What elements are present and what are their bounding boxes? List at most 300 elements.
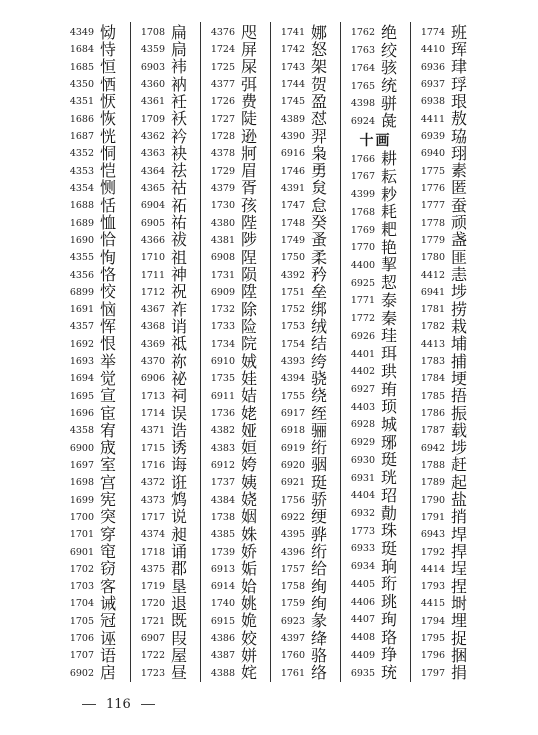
character-code: 1713 bbox=[140, 390, 165, 402]
character-entry bbox=[201, 457, 270, 474]
character-code: 1684 bbox=[69, 44, 94, 56]
character-code: 4405 bbox=[350, 578, 375, 590]
character-code: 4410 bbox=[420, 44, 445, 56]
character-glyph: 埗 bbox=[451, 282, 468, 302]
character-glyph: 珕 bbox=[451, 126, 468, 146]
character-glyph: 语 bbox=[100, 645, 117, 665]
character-entry bbox=[341, 505, 410, 523]
character-glyph: 咫 bbox=[241, 22, 258, 42]
character-glyph: 除 bbox=[241, 299, 258, 319]
character-glyph: 耙 bbox=[381, 220, 398, 240]
character-glyph: 珒 bbox=[451, 57, 468, 77]
character-code: 1765 bbox=[350, 80, 375, 92]
character-entry bbox=[131, 440, 200, 457]
character-code: 1756 bbox=[280, 494, 305, 506]
character-code: 1795 bbox=[420, 633, 445, 645]
character-code: 1788 bbox=[420, 459, 445, 471]
character-glyph: 垦 bbox=[171, 576, 188, 596]
character-code: 1728 bbox=[210, 131, 235, 143]
character-code: 1759 bbox=[280, 598, 305, 610]
character-glyph: 垾 bbox=[451, 524, 468, 544]
character-glyph: 骃 bbox=[311, 455, 328, 475]
character-entry bbox=[201, 474, 270, 491]
character-code: 1791 bbox=[420, 511, 445, 523]
character-glyph: 班 bbox=[451, 22, 468, 42]
character-entry bbox=[411, 24, 480, 41]
character-code: 1700 bbox=[69, 511, 94, 523]
character-glyph: 珲 bbox=[451, 39, 468, 59]
character-entry bbox=[271, 59, 340, 76]
character-entry bbox=[60, 232, 130, 249]
character-glyph: 宫 bbox=[100, 472, 117, 492]
character-entry bbox=[271, 370, 340, 387]
character-entry bbox=[341, 398, 410, 416]
character-entry bbox=[411, 197, 480, 214]
character-code: 1770 bbox=[350, 242, 375, 254]
character-glyph: 姚 bbox=[241, 593, 258, 613]
character-code: 1776 bbox=[420, 182, 445, 194]
character-code: 4365 bbox=[140, 182, 165, 194]
character-glyph: 骇 bbox=[381, 58, 398, 78]
character-glyph: 险 bbox=[241, 316, 258, 336]
character-glyph: 彘 bbox=[381, 111, 398, 131]
character-code: 1754 bbox=[280, 338, 305, 350]
character-glyph: 枭 bbox=[311, 143, 328, 163]
character-code: 4386 bbox=[210, 633, 235, 645]
character-glyph: 捎 bbox=[451, 507, 468, 527]
character-code: 1719 bbox=[140, 581, 165, 593]
character-glyph: 孩 bbox=[241, 195, 258, 215]
character-glyph: 绗 bbox=[311, 438, 328, 458]
character-entry bbox=[201, 595, 270, 612]
character-entry bbox=[341, 629, 410, 647]
character-glyph: 昼 bbox=[171, 663, 188, 683]
character-code: 1741 bbox=[280, 27, 305, 39]
character-entry bbox=[131, 284, 200, 301]
character-entry bbox=[131, 59, 200, 76]
character-glyph: 陨 bbox=[241, 265, 258, 285]
character-code: 6906 bbox=[140, 373, 165, 385]
character-code: 6917 bbox=[280, 408, 305, 420]
character-glyph: 宬 bbox=[100, 438, 117, 458]
character-code: 1766 bbox=[350, 153, 375, 165]
character-code: 1706 bbox=[69, 633, 94, 645]
character-entry bbox=[341, 611, 410, 629]
character-glyph: 恽 bbox=[100, 316, 117, 336]
character-code: 6930 bbox=[350, 454, 375, 466]
character-entry bbox=[60, 509, 130, 526]
character-code: 1742 bbox=[280, 44, 305, 56]
character-code: 6942 bbox=[420, 442, 445, 454]
character-entry bbox=[201, 301, 270, 318]
character-entry bbox=[60, 145, 130, 162]
character-entry bbox=[411, 353, 480, 370]
character-code: 6905 bbox=[140, 217, 165, 229]
character-glyph: 祕 bbox=[171, 368, 188, 388]
character-glyph: 绚 bbox=[311, 593, 328, 613]
character-code: 6935 bbox=[350, 667, 375, 679]
character-entry bbox=[201, 24, 270, 41]
character-glyph: 陞 bbox=[241, 282, 258, 302]
character-glyph: 统 bbox=[381, 76, 398, 96]
character-entry bbox=[131, 41, 200, 58]
character-entry bbox=[341, 274, 410, 292]
character-entry bbox=[131, 249, 200, 266]
character-code: 1771 bbox=[350, 295, 375, 307]
character-glyph: 骁 bbox=[311, 368, 328, 388]
character-entry bbox=[60, 578, 130, 595]
character-code: 4379 bbox=[210, 182, 235, 194]
character-code: 4408 bbox=[350, 632, 375, 644]
character-glyph: 姻 bbox=[241, 507, 258, 527]
character-code: 4395 bbox=[280, 529, 305, 541]
character-entry bbox=[271, 630, 340, 647]
character-entry bbox=[271, 578, 340, 595]
character-entry bbox=[341, 381, 410, 399]
character-glyph: 彖 bbox=[311, 611, 328, 631]
character-code: 1743 bbox=[280, 61, 305, 73]
character-entry bbox=[411, 388, 480, 405]
character-glyph: 穿 bbox=[100, 524, 117, 544]
character-glyph: 珠 bbox=[381, 521, 398, 541]
character-entry bbox=[271, 405, 340, 422]
character-entry bbox=[411, 214, 480, 231]
character-code: 6916 bbox=[280, 148, 305, 160]
character-code: 4394 bbox=[280, 373, 305, 385]
character-glyph: 牁 bbox=[241, 143, 258, 163]
character-glyph: 恼 bbox=[100, 299, 117, 319]
character-column bbox=[60, 22, 130, 682]
character-code: 1722 bbox=[140, 650, 165, 662]
character-code: 1763 bbox=[350, 45, 375, 57]
character-entry bbox=[60, 249, 130, 266]
character-entry bbox=[60, 630, 130, 647]
character-code: 4404 bbox=[350, 490, 375, 502]
character-entry bbox=[271, 561, 340, 578]
character-glyph: 诬 bbox=[100, 628, 117, 648]
character-glyph: 蚕 bbox=[451, 195, 468, 215]
character-entry bbox=[341, 540, 410, 558]
character-entry bbox=[411, 249, 480, 266]
character-entry bbox=[131, 128, 200, 145]
character-entry bbox=[341, 24, 410, 42]
character-glyph: 珥 bbox=[381, 344, 398, 364]
character-code: 4359 bbox=[140, 44, 165, 56]
character-glyph: 姝 bbox=[241, 524, 258, 544]
character-code: 1772 bbox=[350, 313, 375, 325]
character-entry bbox=[271, 595, 340, 612]
character-entry bbox=[271, 249, 340, 266]
character-glyph: 骅 bbox=[311, 524, 328, 544]
character-glyph: 埂 bbox=[451, 368, 468, 388]
character-entry bbox=[131, 301, 200, 318]
character-entry bbox=[131, 595, 200, 612]
character-code: 6909 bbox=[210, 286, 235, 298]
character-code: 4414 bbox=[420, 563, 445, 575]
character-glyph: 郡 bbox=[171, 559, 188, 579]
character-entry bbox=[411, 318, 480, 335]
character-glyph: 埕 bbox=[451, 559, 468, 579]
character-code: 1723 bbox=[140, 667, 165, 679]
character-glyph: 姶 bbox=[241, 576, 258, 596]
character-code: 4357 bbox=[69, 321, 94, 333]
character-code: 1744 bbox=[280, 79, 305, 91]
character-code: 4383 bbox=[210, 442, 235, 454]
character-entry bbox=[411, 128, 480, 145]
character-glyph: 埘 bbox=[451, 593, 468, 613]
character-code: 6928 bbox=[350, 419, 375, 431]
character-entry bbox=[271, 145, 340, 162]
character-entry bbox=[60, 214, 130, 231]
character-entry bbox=[271, 214, 340, 231]
character-entry bbox=[411, 163, 480, 180]
character-entry bbox=[341, 113, 410, 131]
character-entry bbox=[201, 284, 270, 301]
character-glyph: 陡 bbox=[241, 109, 258, 129]
character-glyph: 癸 bbox=[311, 213, 328, 233]
page-number: 116 bbox=[106, 697, 131, 712]
character-code: 1750 bbox=[280, 252, 305, 264]
character-entry bbox=[341, 646, 410, 664]
character-code: 4369 bbox=[140, 338, 165, 350]
character-code: 4391 bbox=[280, 182, 305, 194]
character-glyph: 扂 bbox=[100, 663, 117, 683]
character-code: 1764 bbox=[350, 62, 375, 74]
character-code: 4396 bbox=[280, 546, 305, 558]
character-code: 4412 bbox=[420, 269, 445, 281]
page-footer bbox=[72, 697, 165, 712]
character-code: 4366 bbox=[140, 234, 165, 246]
character-glyph: 绔 bbox=[311, 351, 328, 371]
character-glyph: 祛 bbox=[171, 161, 188, 181]
character-entry bbox=[201, 630, 270, 647]
character-entry bbox=[60, 457, 130, 474]
character-entry bbox=[201, 405, 270, 422]
character-glyph: 祚 bbox=[171, 299, 188, 319]
character-entry bbox=[201, 440, 270, 457]
character-entry bbox=[341, 77, 410, 95]
character-glyph: 衲 bbox=[171, 74, 188, 94]
character-entry bbox=[411, 647, 480, 664]
character-code: 1687 bbox=[69, 131, 94, 143]
character-entry bbox=[201, 59, 270, 76]
character-entry bbox=[411, 76, 480, 93]
character-code: 1762 bbox=[350, 27, 375, 39]
character-entry bbox=[201, 214, 270, 231]
character-glyph: 怠 bbox=[311, 195, 328, 215]
character-code: 4375 bbox=[140, 563, 165, 575]
character-entry bbox=[60, 388, 130, 405]
character-code: 6937 bbox=[420, 79, 445, 91]
character-entry bbox=[131, 214, 200, 231]
character-glyph: 恚 bbox=[451, 265, 468, 285]
character-code: 1749 bbox=[280, 234, 305, 246]
character-code: 4392 bbox=[280, 269, 305, 281]
character-glyph: 琊 bbox=[381, 432, 398, 452]
character-glyph: 娀 bbox=[241, 351, 258, 371]
character-code: 6941 bbox=[420, 286, 445, 298]
character-entry bbox=[60, 266, 130, 283]
character-entry bbox=[131, 318, 200, 335]
character-glyph: 娅 bbox=[241, 420, 258, 440]
character-glyph: 扃 bbox=[171, 39, 188, 59]
character-code: 4402 bbox=[350, 366, 375, 378]
character-glyph: 宥 bbox=[100, 420, 117, 440]
character-glyph: 骆 bbox=[311, 645, 328, 665]
character-code: 1768 bbox=[350, 206, 375, 218]
character-entry bbox=[201, 336, 270, 353]
character-code: 1748 bbox=[280, 217, 305, 229]
character-entry bbox=[60, 353, 130, 370]
character-entry bbox=[411, 561, 480, 578]
character-entry bbox=[411, 232, 480, 249]
character-glyph: 艳 bbox=[381, 237, 398, 257]
character-entry bbox=[341, 42, 410, 60]
character-glyph: 柔 bbox=[311, 247, 328, 267]
character-column bbox=[130, 22, 200, 682]
character-glyph: 误 bbox=[171, 403, 188, 423]
character-glyph: 恂 bbox=[100, 247, 117, 267]
character-entry bbox=[201, 665, 270, 682]
character-glyph: 恬 bbox=[100, 195, 117, 215]
character-glyph: 祏 bbox=[171, 195, 188, 215]
character-glyph: 恸 bbox=[100, 22, 117, 42]
character-glyph: 珙 bbox=[381, 361, 398, 381]
character-entry bbox=[131, 336, 200, 353]
character-code: 6920 bbox=[280, 459, 305, 471]
character-code: 4361 bbox=[140, 96, 165, 108]
character-glyph: 姮 bbox=[241, 438, 258, 458]
character-code: 1711 bbox=[140, 269, 165, 281]
character-glyph: 诰 bbox=[171, 420, 188, 440]
character-entry bbox=[411, 93, 480, 110]
character-entry bbox=[271, 232, 340, 249]
character-code: 4364 bbox=[140, 165, 165, 177]
character-code: 1714 bbox=[140, 408, 165, 420]
character-entry bbox=[131, 613, 200, 630]
character-code: 1789 bbox=[420, 477, 445, 489]
character-code: 6927 bbox=[350, 384, 375, 396]
character-code: 4350 bbox=[69, 79, 94, 91]
character-glyph: 娃 bbox=[241, 368, 258, 388]
character-code: 1777 bbox=[420, 200, 445, 212]
character-code: 4380 bbox=[210, 217, 235, 229]
character-glyph: 娜 bbox=[311, 22, 328, 42]
character-glyph: 恢 bbox=[100, 109, 117, 129]
character-code: 4356 bbox=[69, 269, 94, 281]
character-code: 1696 bbox=[69, 408, 94, 420]
character-code: 1790 bbox=[420, 494, 445, 506]
character-glyph: 姣 bbox=[241, 628, 258, 648]
character-glyph: 祢 bbox=[171, 351, 188, 371]
character-glyph: 振 bbox=[451, 403, 468, 423]
character-entry bbox=[201, 509, 270, 526]
character-code: 1775 bbox=[420, 165, 445, 177]
character-glyph: 矜 bbox=[311, 265, 328, 285]
character-code: 1685 bbox=[69, 61, 94, 73]
character-code: 1740 bbox=[210, 598, 235, 610]
character-entry bbox=[341, 221, 410, 239]
character-entry bbox=[201, 526, 270, 543]
character-code: 1720 bbox=[140, 598, 165, 610]
character-entry bbox=[411, 440, 480, 457]
character-glyph: 姤 bbox=[241, 559, 258, 579]
character-code: 4355 bbox=[69, 252, 94, 264]
character-glyph: 恝 bbox=[381, 273, 398, 293]
character-glyph: 怼 bbox=[311, 109, 328, 129]
character-entry bbox=[131, 388, 200, 405]
character-glyph: 陛 bbox=[241, 213, 258, 233]
character-code: 1694 bbox=[69, 373, 94, 385]
character-entry bbox=[271, 76, 340, 93]
character-entry bbox=[271, 41, 340, 58]
character-glyph: 恨 bbox=[100, 334, 117, 354]
character-code: 6933 bbox=[350, 543, 375, 555]
character-column bbox=[270, 22, 340, 682]
character-code: 6901 bbox=[69, 546, 94, 558]
character-entry bbox=[60, 41, 130, 58]
character-glyph: 恓 bbox=[100, 74, 117, 94]
character-glyph: 珧 bbox=[381, 592, 398, 612]
character-code: 4358 bbox=[69, 425, 94, 437]
character-entry bbox=[60, 301, 130, 318]
character-entry bbox=[341, 168, 410, 186]
character-glyph: 珖 bbox=[381, 468, 398, 488]
character-entry bbox=[60, 526, 130, 543]
character-entry bbox=[411, 509, 480, 526]
character-entry bbox=[271, 388, 340, 405]
character-entry bbox=[201, 93, 270, 110]
character-code: 4370 bbox=[140, 356, 165, 368]
character-entry bbox=[271, 665, 340, 682]
character-entry bbox=[60, 665, 130, 682]
character-entry bbox=[341, 95, 410, 113]
character-entry bbox=[201, 613, 270, 630]
character-glyph: 屋 bbox=[171, 645, 188, 665]
character-code: 4406 bbox=[350, 596, 375, 608]
character-code: 1718 bbox=[140, 546, 165, 558]
character-code: 6900 bbox=[69, 442, 94, 454]
character-entry bbox=[131, 630, 200, 647]
character-entry bbox=[271, 163, 340, 180]
character-glyph: 绞 bbox=[381, 40, 398, 60]
character-glyph: 昶 bbox=[171, 524, 188, 544]
character-entry bbox=[131, 543, 200, 560]
character-code: 1725 bbox=[210, 61, 235, 73]
character-glyph: 宦 bbox=[100, 403, 117, 423]
character-entry bbox=[60, 197, 130, 214]
character-entry bbox=[201, 249, 270, 266]
character-entry bbox=[131, 180, 200, 197]
character-glyph: 珽 bbox=[381, 450, 398, 470]
character-code: 1787 bbox=[420, 425, 445, 437]
character-code: 4373 bbox=[140, 494, 165, 506]
character-entry bbox=[131, 145, 200, 162]
character-code: 1779 bbox=[420, 234, 445, 246]
character-glyph: 恤 bbox=[100, 213, 117, 233]
character-code: 6911 bbox=[210, 390, 235, 402]
character-code: 6918 bbox=[280, 425, 305, 437]
character-code: 4409 bbox=[350, 649, 375, 661]
character-entry bbox=[411, 491, 480, 508]
character-entry bbox=[411, 284, 480, 301]
character-glyph: 恍 bbox=[100, 126, 117, 146]
character-glyph: 祓 bbox=[171, 230, 188, 250]
character-code: 4372 bbox=[140, 477, 165, 489]
character-code: 6926 bbox=[350, 330, 375, 342]
character-code: 1736 bbox=[210, 408, 235, 420]
character-glyph: 举 bbox=[100, 351, 117, 371]
